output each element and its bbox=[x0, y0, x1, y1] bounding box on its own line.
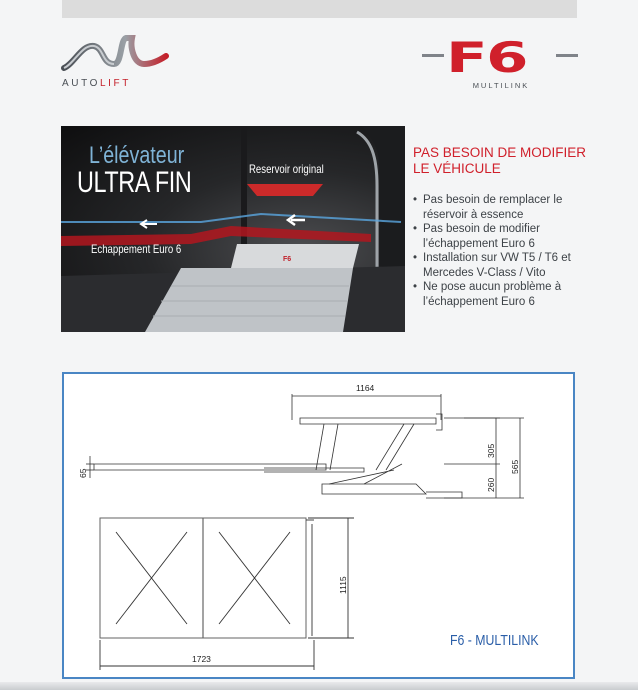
logo-subtitle: MULTILINK bbox=[472, 81, 530, 90]
technical-drawing-panel bbox=[62, 372, 575, 679]
dim-height-total: 565 bbox=[510, 459, 520, 474]
dim-top-width: 1164 bbox=[356, 383, 375, 393]
hero-title-line2: ULTRA FIN bbox=[77, 166, 192, 199]
dim-plan-depth: 1115 bbox=[338, 576, 348, 594]
hero-image bbox=[61, 126, 405, 332]
features-list bbox=[413, 193, 588, 309]
platform-badge: F6 bbox=[283, 256, 292, 263]
feature-item: • Ne pose aucun problème à l’échappement Euro 6 bbox=[413, 280, 588, 309]
features-title: PAS BESOIN DE MODIFIER LE VÉHICULE bbox=[413, 145, 587, 176]
feature-item: • Installation sur VW T5 / T6 et Mercedes V-Class / Vito bbox=[413, 251, 588, 280]
dim-platform-thickness: 65 bbox=[78, 468, 88, 478]
tank-label: Reservoir original bbox=[249, 162, 324, 176]
logo-divider bbox=[556, 54, 578, 57]
dim-plan-width: 1723 bbox=[192, 654, 211, 664]
dim-height-lower: 260 bbox=[486, 477, 496, 492]
model-label: F6 - MULTILINK bbox=[450, 632, 539, 649]
feature-item: • Pas besoin de remplacer le réservoir à essence bbox=[413, 193, 588, 222]
autolift-logo bbox=[60, 34, 170, 92]
autolift-emblem-icon bbox=[60, 34, 170, 78]
feature-item: • Pas besoin de modifier l’échappement Euro 6 bbox=[413, 222, 588, 251]
f6-mark: F6 bbox=[446, 33, 528, 82]
top-bar bbox=[62, 0, 577, 18]
autolift-wordmark: AUTOLIFT bbox=[62, 78, 131, 89]
bottom-strip bbox=[0, 682, 638, 690]
logo-divider bbox=[422, 54, 444, 57]
hero-title-line1: L’élévateur bbox=[89, 142, 185, 169]
dim-height-upper: 305 bbox=[486, 443, 496, 458]
f6-multilink-logo bbox=[422, 32, 578, 92]
exhaust-label: Echappement Euro 6 bbox=[91, 242, 182, 256]
